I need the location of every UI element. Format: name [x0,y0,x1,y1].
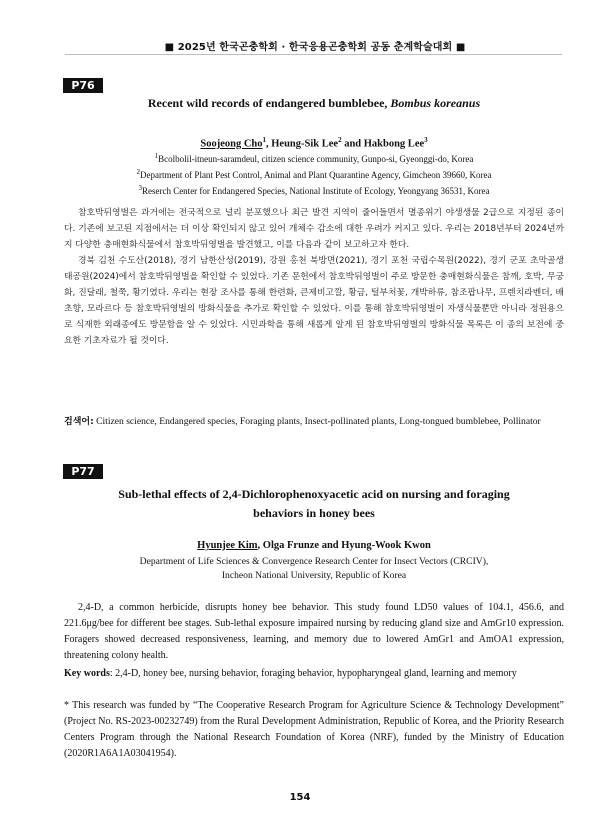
keywords-text: Citizen science, Endangered species, Foraging plants, Insect-pollinated plants, Long-tongued bumblebee, Pollinator [93,416,541,427]
article2-keywords [64,666,564,682]
article1-affiliations [64,150,564,198]
author: Hakbong Lee [363,138,425,150]
affiliation-sup: 3 [138,184,142,192]
author-sup: 2 [338,136,342,144]
body-paragraph: 참호박뒤영벌은 과거에는 전국적으로 널리 분포했으나 최근 발견 지역이 줄어들면서 멸종위기 야생생물 2급으로 지정된 종이다. 기존에 보고된 지점에서는 더 이상 확인되지 않고 있어 개체수 감소에 대한 우려가 커지고 있다. 우리는 2018년부터 2024년까지 다양한 충매현화식물에서 참호박뒤영벌을 발견했고, 이를 다음과 같이 보고하고자 한다. [64,208,564,250]
page-number: 154 [289,792,311,803]
article1-authors [64,136,564,150]
author-sep: and [341,138,364,150]
keywords-text: : 2,4-D, honey bee, nursing behavior, foraging behavior, hypopharyngeal gland, learning and memory [109,668,517,679]
article2-title-line: Sub-lethal effects of 2,4-Dichlorophenoxyacetic acid on nursing and foraging [118,487,510,501]
affiliation-text: Reserch Center for Endangered Species, National Institute of Ecology, Yeongyang 36531, Korea [141,186,490,196]
author: Heung-Sik Lee [271,138,339,150]
header-divider [65,54,562,55]
affiliation-line: Incheon National University, Republic of Korea [221,570,407,581]
article1-title [64,94,564,113]
author-sup: 3 [424,136,428,144]
author-presenting: Hyunjee Kim [197,540,258,551]
article2-title [64,485,564,523]
funding-note: * This research was funded by “The Cooperative Research Program for Agriculture Science & Technology Development” (Project No. RS-2023-00232749) from the Rural Development Administration, Republic of Korea, and the Priority Research Centers Program through the National Research Foundation of Korea (NRF), funded by the Ministry of Education (2020R1A6A1A03041954). [64,700,564,759]
affiliation-text: Bcolbolil-itneun-saramdeul, citizen science community, Gunpo-si, Gyeonggi-do, Korea [158,154,474,164]
keywords-label: Key words [64,668,110,679]
article2-abstract [64,600,564,664]
author-list: , Olga Frunze and Hyung-Wook Kwon [257,540,431,551]
keywords-label: 검색어: [64,417,94,427]
author-presenting: Soojeong Cho [200,138,263,150]
article1-title-main: Recent wild records of endangered bumblebee, [147,96,391,110]
affiliation-text: Department of Plant Pest Control, Animal and Plant Quarantine Agency, Gimcheon 39660, Korea [139,170,492,180]
affiliation-line [64,182,564,198]
article1-title-species: Bombus koreanus [390,96,481,110]
article1-keywords [64,414,564,430]
article2-authors [64,540,564,551]
body-paragraph: 경북 김천 수도산(2018), 경기 남한산성(2019), 강원 홍천 북방면(2021), 경기 포천 국립수목원(2022), 경기 군포 초막골생태공원(2024)에서 참호박뒤영벌을 확인할 수 있었다. 기존 문헌에서 참호박뒤영벌이 주로 방문한 충매현화식물은 참깨, 호박, 무궁화, 진달래, 철쭉, 황기였다. 우리는 현장 조사를 통해 한련화, 큰제비고깔, 황금, 털부처꽃, 개박하류, 참조팝나무, 프렌치라벤더, 배초향, 모라르다 등 참호박뒤영벌의 방화식물을 추가로 확인할 수 있었다. 이를 통해 참호박뒤영벌이 자생식물뿐만 아니라 정원용으로 식재한 외래종에도 방문함을 알 수 있었다. 시민과학을 통해 새롭게 알게 된 참호박뒤영벌의 방화식물 목록은 이 종의 보전에 중요한 기초자료가 될 것이다. [64,256,564,346]
author-sep: , [266,138,272,150]
affiliation-line [64,166,564,182]
conference-header: ■ 2025년 한국곤충학회 · 한국응용곤충학회 공동 춘계학술대회 ■ [164,42,466,53]
article2-title-line: behaviors in honey bees [253,506,375,520]
author-sup: 1 [262,136,266,144]
abstract-paragraph: 2,4-D, a common herbicide, disrupts honey bee behavior. This study found LD50 values of 104.1, 456.6, and 221.6μg/bee for different bee stages. Sub-lethal exposure impaired nursing by reducing gland size and AmGr10 expression. Foragers showed decreased responsiveness, learning, and memory due to lowered AmGr1 and AmOA1 expression, threatening colony health. [64,602,564,661]
affiliation-line [64,150,564,166]
affiliation-sup: 2 [136,168,140,176]
article2-funding [64,698,564,762]
article2-affiliations [64,555,564,583]
article-tag-p77: P77 [63,464,103,479]
article-tag-p76: P76 [63,78,103,93]
affiliation-line: Department of Life Sciences & Convergence Research Center for Insect Vectors (CRCIV), [139,556,489,567]
affiliation-sup: 1 [154,152,159,160]
article1-body [64,205,564,349]
